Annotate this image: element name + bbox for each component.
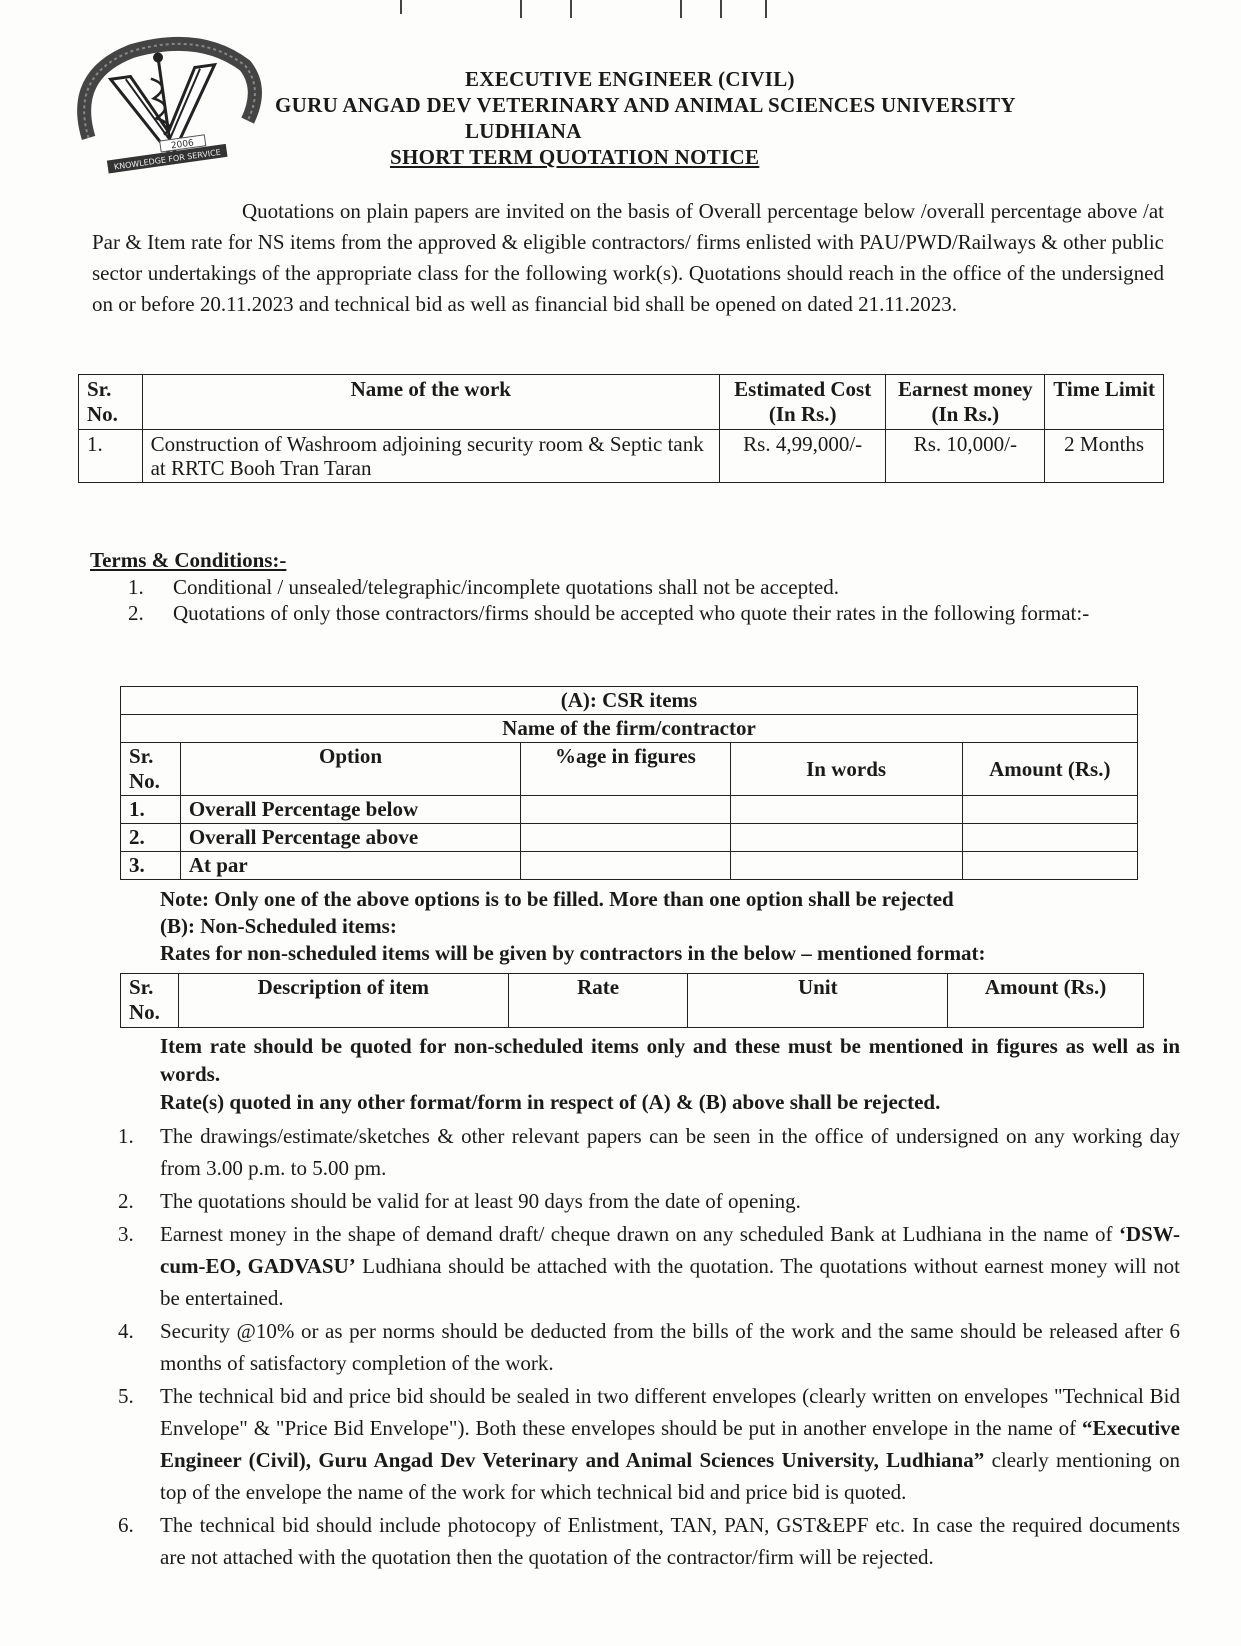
sr-header: Sr. No. [79, 375, 143, 430]
university-seal-logo [60, 32, 270, 182]
conditions-list [118, 1120, 1180, 1574]
university-name: GURU ANGAD DEV VETERINARY AND ANIMAL SCIENCES UNIVERSITY [275, 93, 1016, 117]
ns-intro: Rates for non-scheduled items will be given by contractors in the below – mentioned format: [160, 941, 986, 965]
csr-amount-cell[interactable] [962, 852, 1137, 880]
ns-amount-header: Amount (Rs.) [948, 974, 1144, 1028]
ns-rate-header: Rate [508, 974, 688, 1028]
csr-words-cell[interactable] [730, 824, 962, 852]
table-row [121, 796, 1138, 824]
payee-name: ‘DSW-cum-EO, GADVASU’ [160, 1222, 1180, 1278]
item-text: Conditional / unsealed/telegraphic/incomplete quotations shall not be accepted. [173, 575, 839, 599]
item-text: Quotations of only those contractors/firms should be accepted who quote their rates in the following format:- [173, 601, 1090, 625]
format-rejection-note: Rate(s) quoted in any other format/form in respect of (A) & (B) above shall be rejected. [160, 1090, 941, 1114]
terms-title: Terms & Conditions:- [90, 548, 287, 572]
terms-list [120, 574, 1165, 626]
note-block [160, 886, 1140, 967]
item-number: 2. [128, 601, 144, 625]
item-number: 5. [118, 1384, 134, 1408]
csr-table [120, 686, 1138, 880]
list-item [118, 1380, 1180, 1508]
ns-table [120, 973, 1144, 1028]
ns-sr-header: Sr. No. [121, 974, 179, 1028]
ns-header-row [121, 974, 1144, 1028]
csr-amount-cell[interactable] [962, 824, 1137, 852]
csr-row-option: Overall Percentage above [180, 824, 520, 852]
condition-text: Security @10% or as per norms should be deducted from the bills of the work and the same should be released after 6 months of satisfactory completion of the work. [160, 1319, 1180, 1375]
condition-text: The quotations should be valid for at least 90 days from the date of opening. [160, 1189, 801, 1213]
name-header: Name of the work [142, 375, 719, 430]
ns-unit-header: Unit [688, 974, 948, 1028]
office-title: EXECUTIVE ENGINEER (CIVIL) [465, 67, 795, 91]
list-item [118, 1315, 1180, 1379]
envelope-addressee: “Executive Engineer (Civil), Guru Angad Dev Veterinary and Animal Sciences University, Ludhiana” [160, 1416, 1180, 1472]
work-table [78, 374, 1164, 483]
item-number: 6. [118, 1513, 134, 1537]
csr-row-option: At par [180, 852, 520, 880]
work-table-header [79, 375, 1164, 430]
csr-pct-cell[interactable] [521, 852, 730, 880]
condition-text: The technical bid should include photocopy of Enlistment, TAN, PAN, GST&EPF etc. In case the required documents are not attached with the quotation then the quotation of the contractor/firm will be rejected. [160, 1513, 1180, 1569]
item-number: 3. [118, 1222, 134, 1246]
svg-text:2006: 2006 [170, 138, 195, 152]
cost-header: Estimated Cost (In Rs.) [720, 375, 886, 430]
csr-header-row [121, 743, 1138, 796]
list-item [118, 1120, 1180, 1184]
csr-pct-header: %age in figures [521, 743, 730, 796]
item-number: 1. [118, 1124, 134, 1148]
list-item [120, 600, 1165, 626]
earnest-header: Earnest money (In Rs.) [886, 375, 1045, 430]
csr-row-sr: 3. [121, 852, 181, 880]
csr-title: (A): CSR items [121, 687, 1138, 715]
condition-text [160, 1218, 1180, 1314]
row-time: 2 Months [1045, 430, 1164, 483]
csr-pct-cell[interactable] [521, 824, 730, 852]
csr-option-header: Option [180, 743, 520, 796]
table-row [121, 852, 1138, 880]
intro-paragraph: Quotations on plain papers are invited on the basis of Overall percentage below /overall percentage above /at Par & Item rate for NS items from the approved & eligible contractors/ firms enlisted with PAU/PWD/Railways & other public sector undertakings of the appropriate class for the following work(s). Quotations should reach in the office of the undersigned on or before 20.11.2023 and technical bid as well as financial bid shall be opened on dated 21.11.2023. [92, 199, 1164, 316]
list-item [118, 1218, 1180, 1314]
row-sr: 1. [79, 430, 143, 483]
table-row [79, 430, 1164, 483]
ns-title: (B): Non-Scheduled items: [160, 914, 397, 938]
csr-words-header: In words [730, 743, 962, 796]
csr-row-sr: 1. [121, 796, 181, 824]
list-item [118, 1185, 1180, 1217]
note-text: Note: Only one of the above options is to be filled. More than one option shall be rejected [160, 887, 954, 911]
csr-subtitle: Name of the firm/contractor [121, 715, 1138, 743]
notice-title: SHORT TERM QUOTATION NOTICE [390, 145, 760, 169]
item-rate-note: Item rate should be quoted for non-scheduled items only and these must be mentioned in figures as well as in words. [160, 1034, 1180, 1086]
csr-pct-cell[interactable] [521, 796, 730, 824]
notice-header [275, 66, 1135, 170]
condition-text-part: Ludhiana should be attached with the quotation. The quotations without earnest money will not be entertained. [160, 1254, 1180, 1310]
condition-text: The drawings/estimate/sketches & other relevant papers can be seen in the office of undersigned on any working day from 3.00 p.m. to 5.00 pm. [160, 1124, 1180, 1180]
csr-row-sr: 2. [121, 824, 181, 852]
csr-amount-header: Amount (Rs.) [962, 743, 1137, 796]
ns-desc-header: Description of item [178, 974, 508, 1028]
svg-text:KNOWLEDGE FOR SERVICE: KNOWLEDGE FOR SERVICE [113, 147, 222, 172]
condition-text-part: Earnest money in the shape of demand draft/ cheque drawn on any scheduled Bank at Ludhiana in the name of [160, 1222, 1119, 1246]
csr-words-cell[interactable] [730, 852, 962, 880]
condition-text [160, 1380, 1180, 1508]
list-item [118, 1509, 1180, 1573]
csr-words-cell[interactable] [730, 796, 962, 824]
item-number: 1. [128, 575, 144, 599]
time-header: Time Limit [1045, 375, 1164, 430]
city-name: LUDHIANA [465, 119, 582, 143]
row-earnest: Rs. 10,000/- [886, 430, 1045, 483]
condition-text-part: The technical bid and price bid should be sealed in two different envelopes (clearly written on envelopes "Technical Bid Envelope" & "Price Bid Envelope"). Both these envelopes should be put in another envelope in the name of [160, 1384, 1180, 1440]
item-number: 4. [118, 1319, 134, 1343]
scan-artifacts [400, 0, 960, 20]
csr-sr-header: Sr. No. [121, 743, 181, 796]
item-number: 2. [118, 1189, 134, 1213]
item-rate-notes [160, 1032, 1180, 1116]
csr-amount-cell[interactable] [962, 796, 1137, 824]
csr-row-option: Overall Percentage below [180, 796, 520, 824]
row-name: Construction of Washroom adjoining security room & Septic tank at RRTC Booh Tran Taran [142, 430, 719, 483]
list-item [120, 574, 1165, 600]
condition-text-part: clearly mentioning on top of the envelope the name of the work for which technical bid and price bid is quoted. [160, 1448, 1180, 1504]
row-cost: Rs. 4,99,000/- [720, 430, 886, 483]
table-row [121, 824, 1138, 852]
